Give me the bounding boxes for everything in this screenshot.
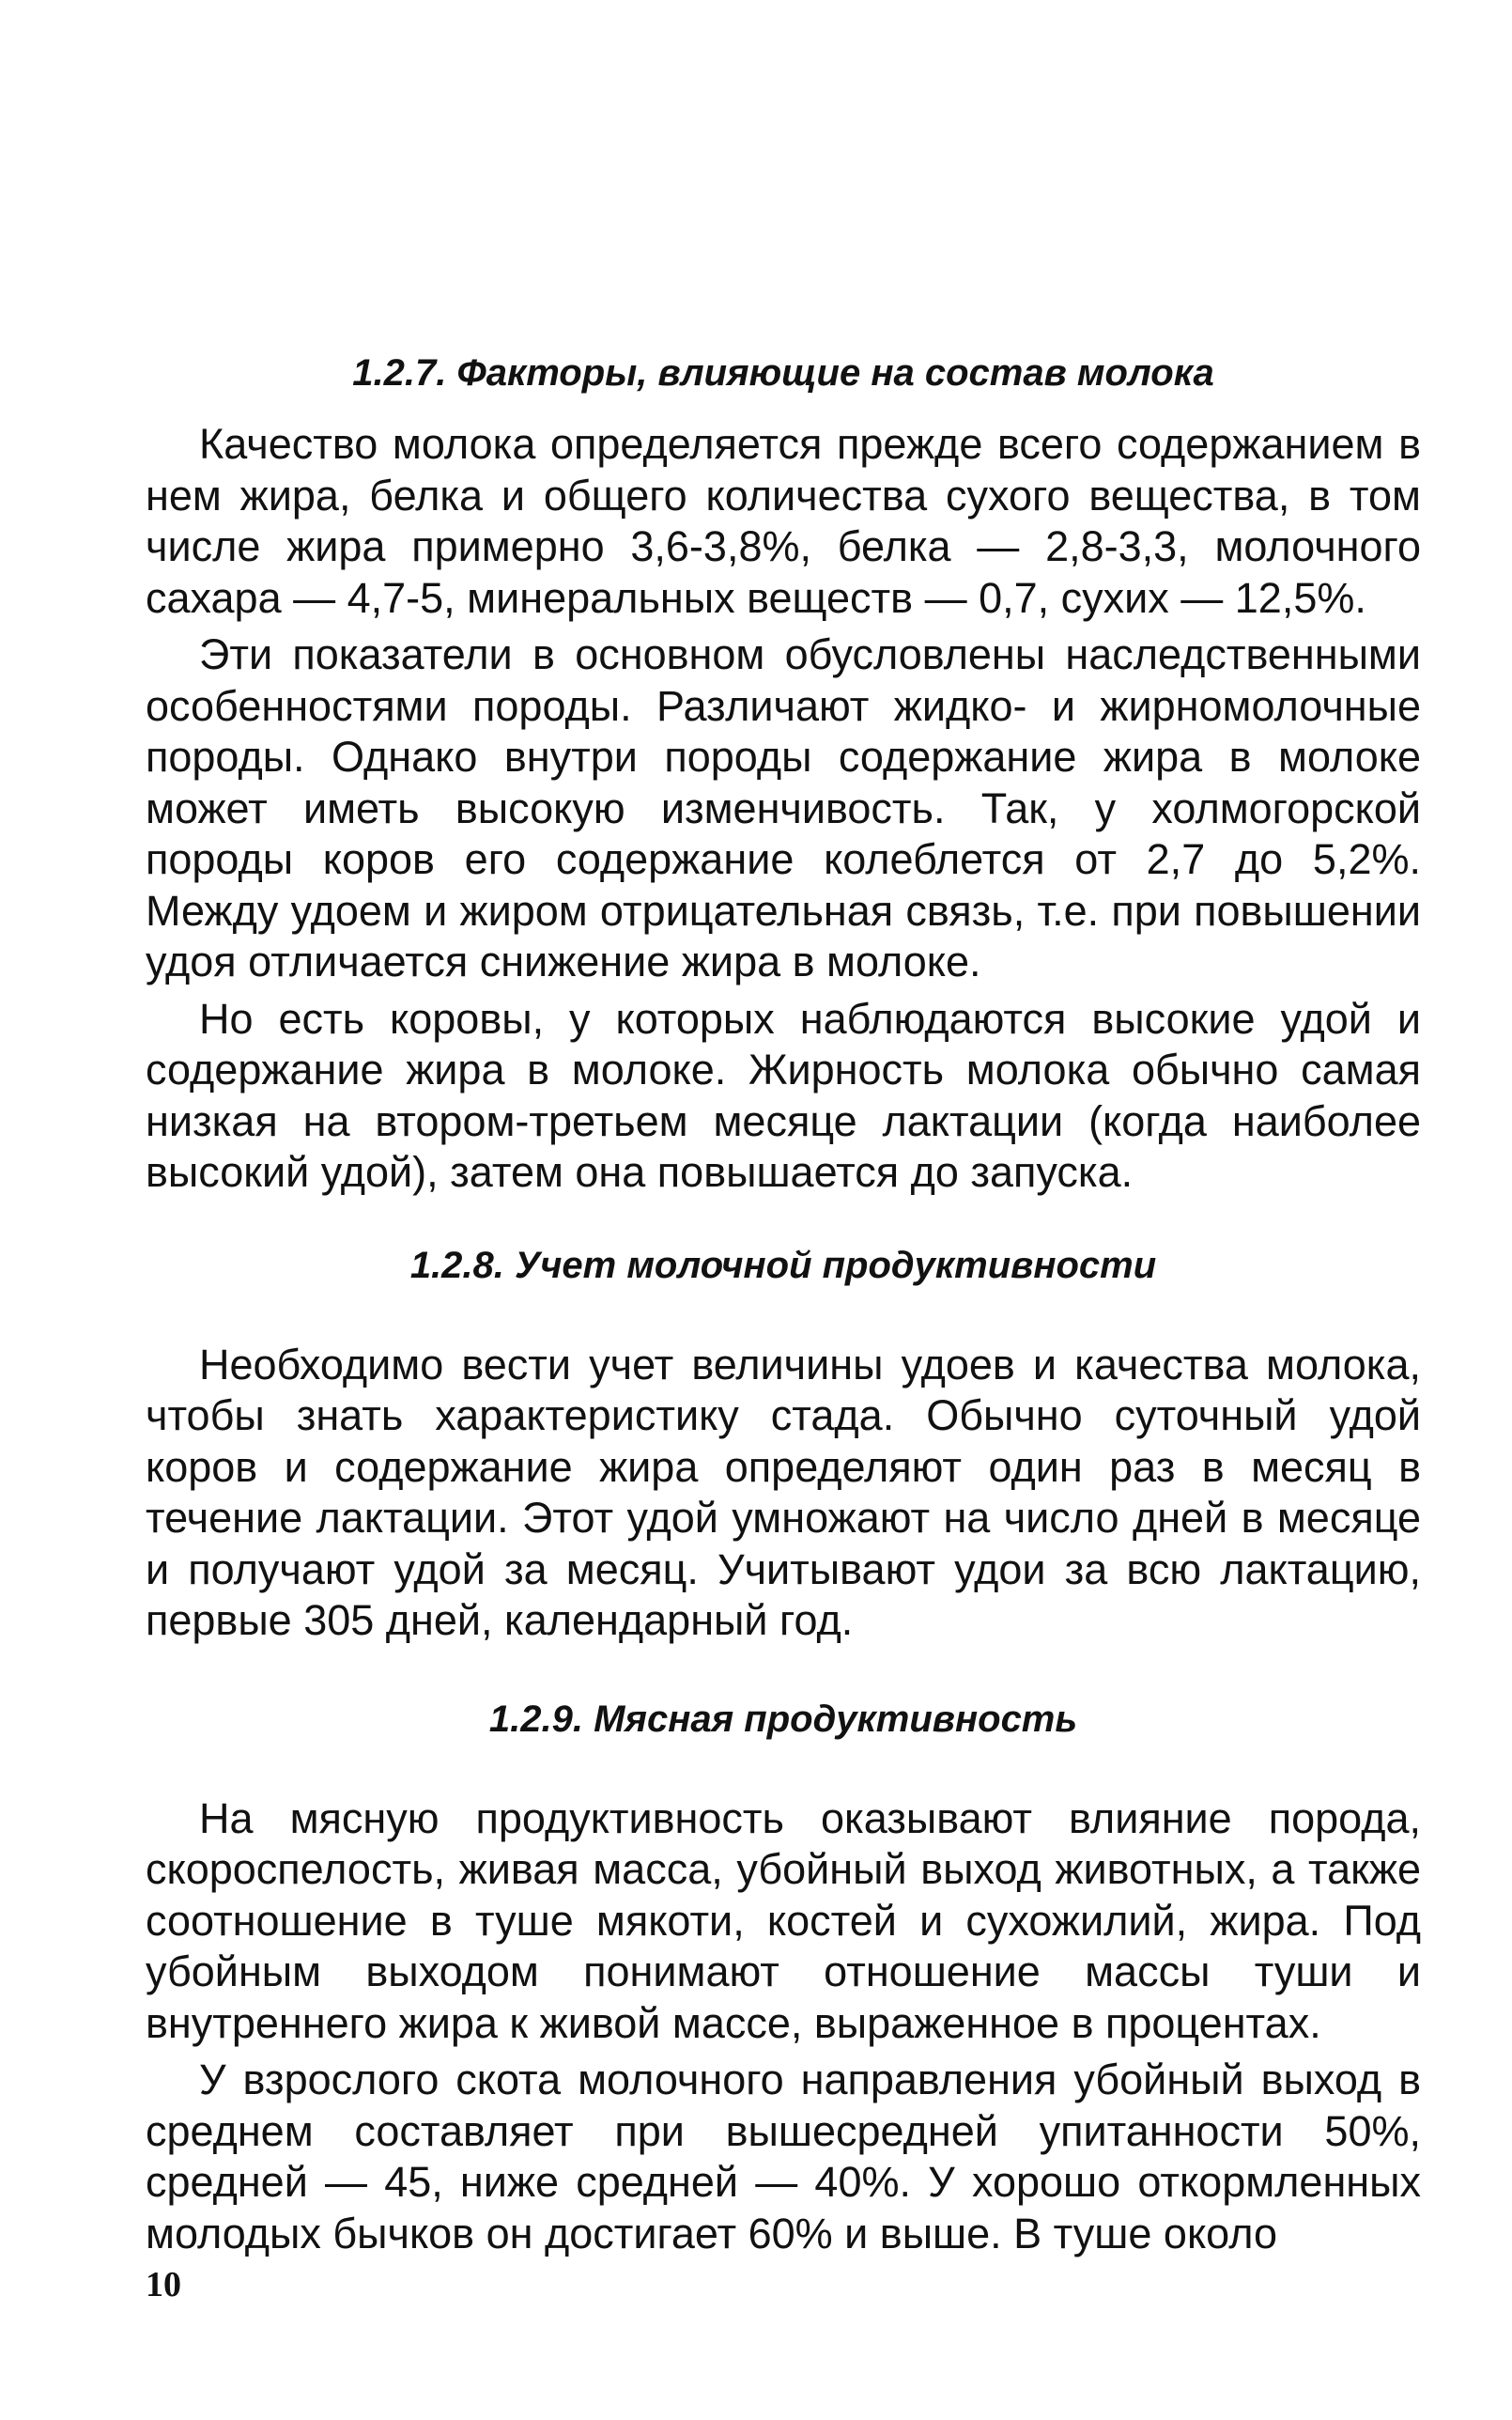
page-number: 10 — [146, 2265, 181, 2304]
page-content — [146, 348, 1421, 2265]
paragraph: Но есть коровы, у которых наблюдаются высокие удой и содержание жира в молоке. Жирность молока обычно самая низкая на втором-третьем месяце лактации (когда наиболее высокий удой), затем она повышается до запуска. — [146, 994, 1421, 1196]
section-heading-1-2-8: 1.2.8. Учет молочной продуктивности — [409, 1244, 1157, 1286]
paragraph: У взрослого скота молочного направления убойный выход в среднем составляет при вышесредней упитанности 50%, средней — 45, ниже средней — 40%. У хорошо откормленных молодых бычков он достигает 60% и выше. В туше около — [146, 2055, 1421, 2257]
paragraph: На мясную продуктивность оказывают влияние порода, скороспелость, живая масса, убойный выход животных, а также соотношение в туше мякоти, костей и сухожилий, жира. Под убойным выходом понимают отношение массы туши и внутреннего жира к живой массе, выраженное в процентах. — [146, 1793, 1421, 2047]
paragraph: Качество молока определяется прежде всего содержанием в нем жира, белка и общего количества сухого вещества, в том числе жира примерно 3,6-3,8%, белка — 2,8-3,3, молочного сахара — 4,7-5, минеральных веществ — 0,7, сухих — 12,5%. — [146, 420, 1421, 622]
section-heading-1-2-7: 1.2.7. Факторы, влияющие на состав молока — [352, 352, 1214, 394]
section-heading-1-2-9: 1.2.9. Мясная продуктивность — [488, 1698, 1078, 1740]
paragraph: Эти показатели в основном обусловлены наследственными особенностями породы. Различают жидко- и жирномолочные породы. Однако внутри породы содержание жира в молоке может иметь высокую изменчивость. Так, у холмогорской породы коров его содержание колеблется от 2,7 до 5,2%. Между удоем и жиром отрицательная связь, т.е. при повышении удоя отличается снижение жира в молоке. — [146, 630, 1421, 985]
paragraph: Необходимо вести учет величины удоев и качества молока, чтобы знать характеристику стада. Обычно суточный удой коров и содержание жира определяют один раз в месяц в течение лактации. Этот удой умножают на число дней в месяце и получают удой за месяц. Учитывают удои за всю лактацию, первые 305 дней, календарный год. — [146, 1340, 1421, 1644]
